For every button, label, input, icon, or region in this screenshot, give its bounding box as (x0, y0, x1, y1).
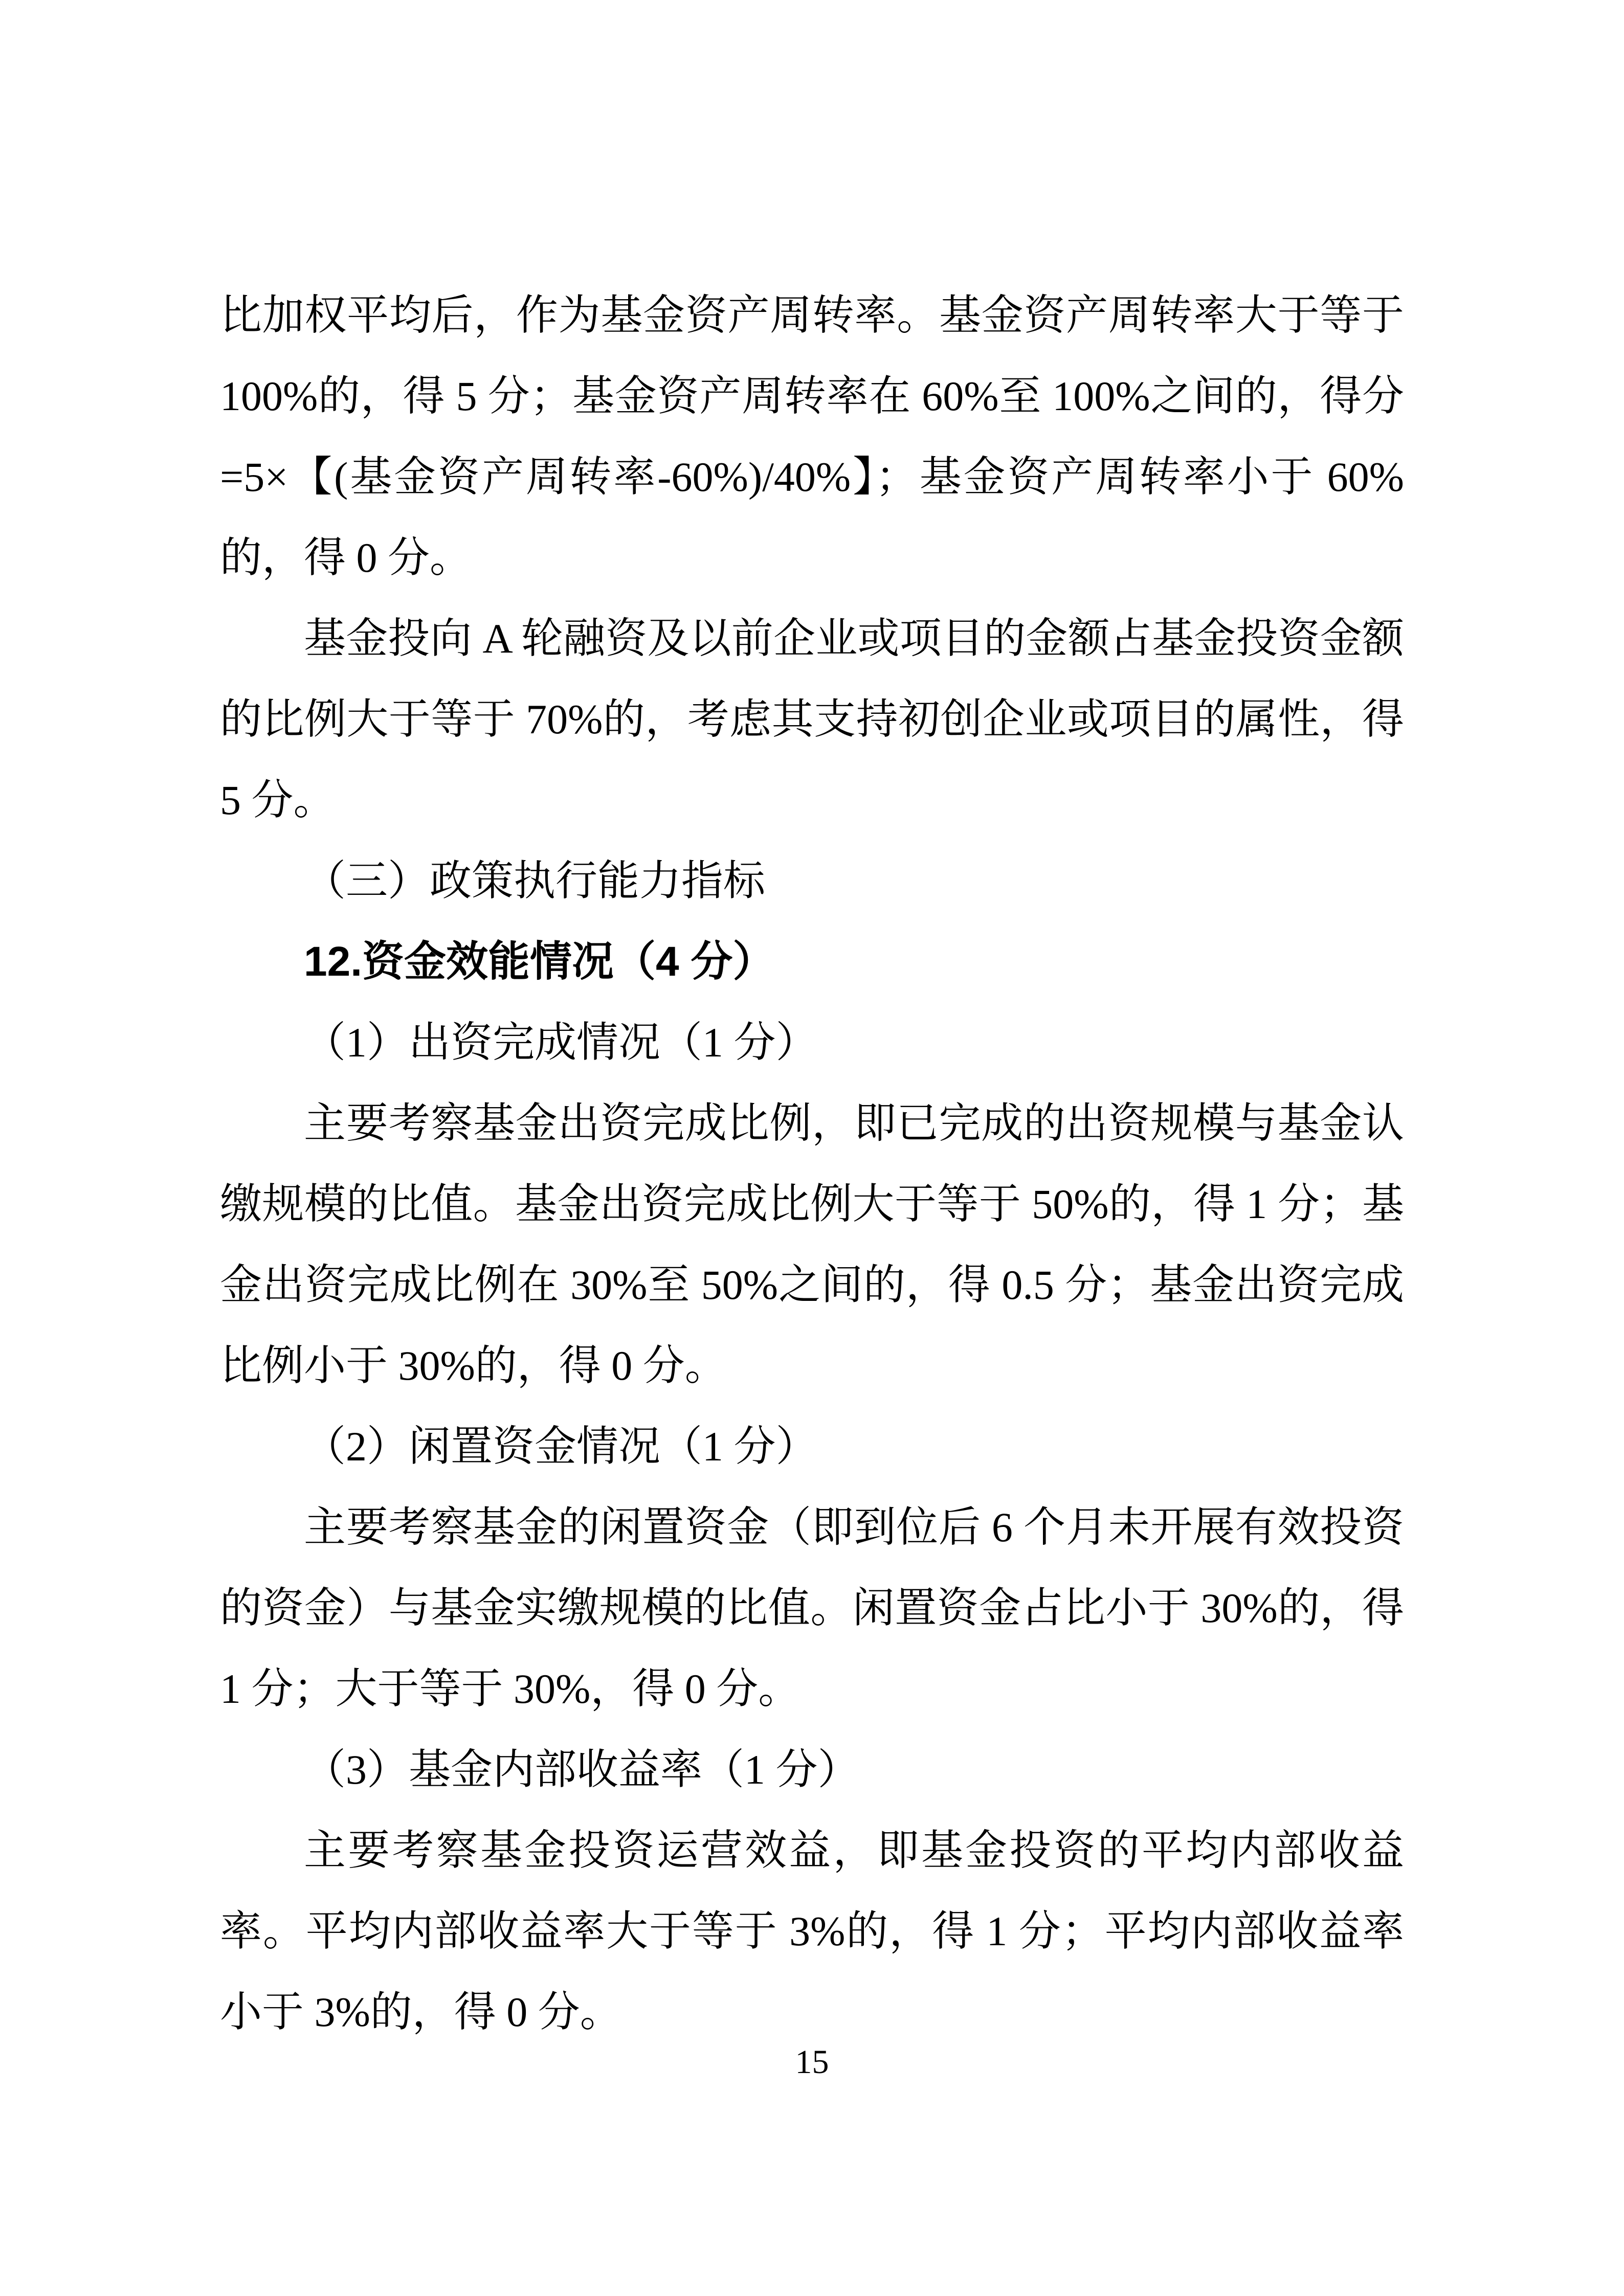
subitem-1-capital-contribution-title: （1）出资完成情况（1 分） (304, 1019, 818, 1066)
heading-section-three-policy-execution: （三）政策执行能力指标 (304, 858, 766, 904)
paragraph-asset-turnover-continuation: 比加权平均后，作为基金资产周转率。基金资产周转率大于等于 100%的，得 5 分；基金资产周转率在 60%至 100%之间的，得分=5×【(基金资产周转率-60%)/40%】；基金资产周转率小于 60%的，得 0 分。 (220, 292, 1404, 581)
page-number: 15 (795, 2043, 829, 2081)
subitem-2-idle-funds-body: 主要考察基金的闲置资金（即到位后 6 个月未开展有效投资的资金）与基金实缴规模的比值。闲置资金占比小于 30%的，得 1 分；大于等于 30%，得 0 分。 (220, 1504, 1404, 1712)
document-body-text (220, 275, 1404, 2053)
subitem-1-capital-contribution-body: 主要考察基金出资完成比例，即已完成的出资规模与基金认缴规模的比值。基金出资完成比例大于等于 50%的，得 1 分；基金出资完成比例在 30%至 50%之间的，得 0.5 分；基金出资完成比例小于 30%的，得 0 分。 (220, 1100, 1404, 1389)
subitem-3-irr-body: 主要考察基金投资运营效益，即基金投资的平均内部收益率。平均内部收益率大于等于 3%的，得 1 分；平均内部收益率小于 3%的，得 0 分。 (220, 1827, 1404, 2035)
subitem-2-idle-funds-title: （2）闲置资金情况（1 分） (304, 1423, 818, 1470)
subitem-3-irr-title: （3）基金内部收益率（1 分） (304, 1746, 860, 1793)
paragraph-a-round-investment: 基金投向 A 轮融资及以前企业或项目的金额占基金投资金额的比例大于等于 70%的，考虑其支持初创企业或项目的属性，得 5 分。 (220, 615, 1404, 823)
heading-item-12-fund-efficiency: 12.资金效能情况（4 分） (304, 938, 775, 985)
